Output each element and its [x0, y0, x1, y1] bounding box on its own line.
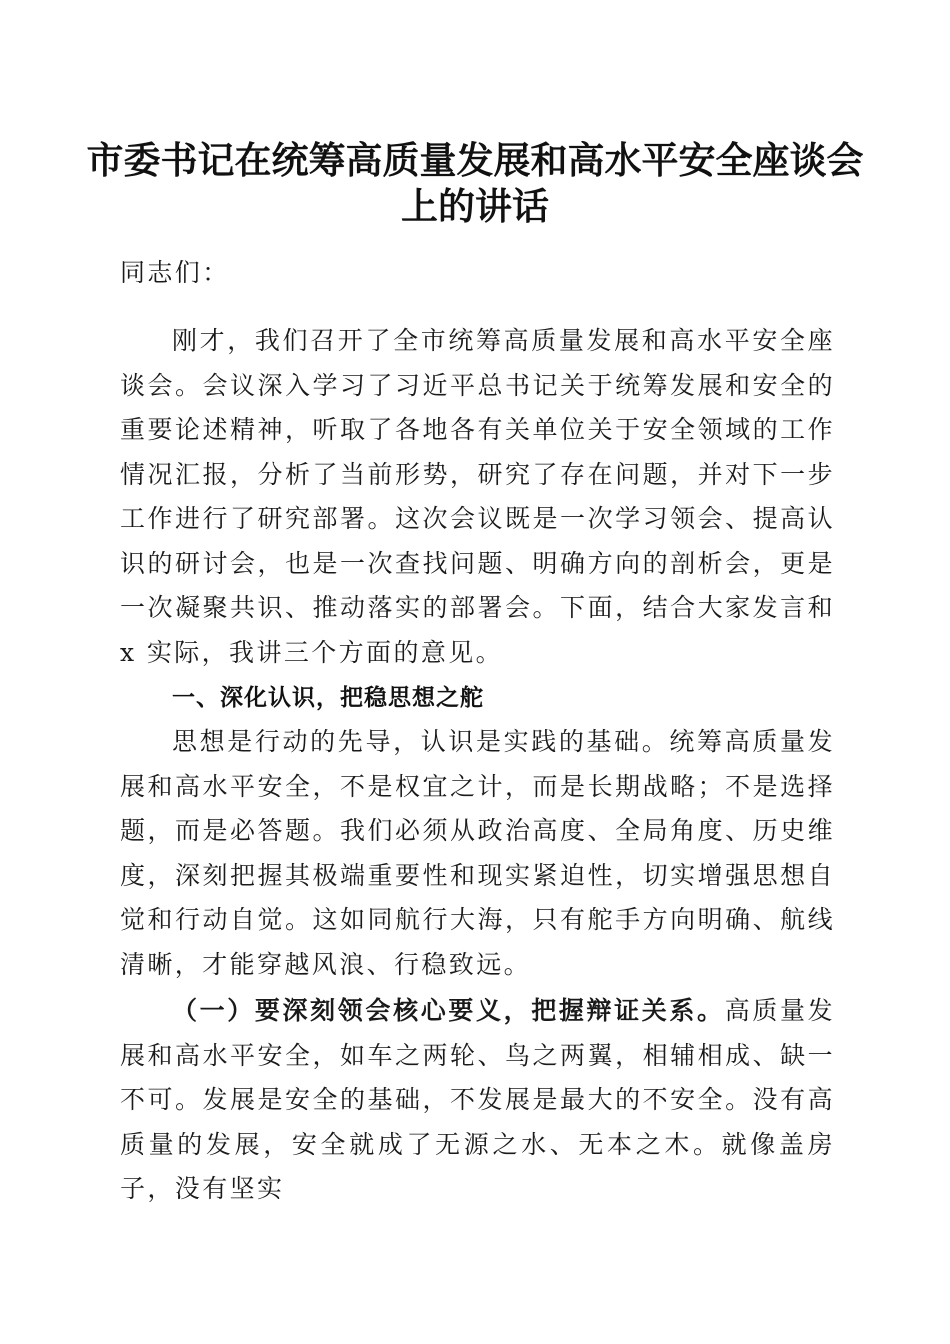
- salutation: 同志们：: [120, 258, 230, 287]
- paragraph-opening: 刚才，我们召开了全市统筹高质量发展和高水平安全座谈会。会议深入学习了习近平总书记关于统筹发展和安全的重要论述精神，听取了各地各有关单位关于安全领域的工作情况汇报，分析了当前形势，研究了存在问题，并对下一步工作进行了研究部署。这次会议既是一次学习领会、提高认识的研讨会，也是一次查找问题、明确方向的剖析会，更是一次凝聚共识、推动落实的部署会。下面，结合大家发言和 x 实际，我讲三个方面的意见。: [120, 326, 835, 667]
- section-heading-1: 一、深化认识，把稳思想之舵: [172, 685, 484, 711]
- subsection-heading-1: （一）要深刻领会核心要义，把握辩证关系。: [172, 996, 725, 1025]
- document-title-text: 市委书记在统筹高质量发展和高水平安全座谈会上的讲话: [86, 138, 864, 228]
- subsection-body-1: 高质量发展和高水平安全，如车之两轮、鸟之两翼，相辅相成、缺一不可。发展是安全的基础，不发展是最大的不安全。没有高质量的发展，安全就成了无源之水、无本之木。就像盖房子，没有坚实: [120, 996, 835, 1203]
- document-title: [80, 137, 870, 229]
- paragraph-section-1-intro: 思想是行动的先导，认识是实践的基础。统筹高质量发展和高水平安全，不是权宜之计，而是长期战略；不是选择题，而是必答题。我们必须从政治高度、全局角度、历史维度，深刻把握其极端重要性和现实紧迫性，切实增强思想自觉和行动自觉。这如同航行大海，只有舵手方向明确、航线清晰，才能穿越风浪、行稳致远。: [120, 727, 835, 979]
- paragraph-subsection-1: [120, 989, 835, 1212]
